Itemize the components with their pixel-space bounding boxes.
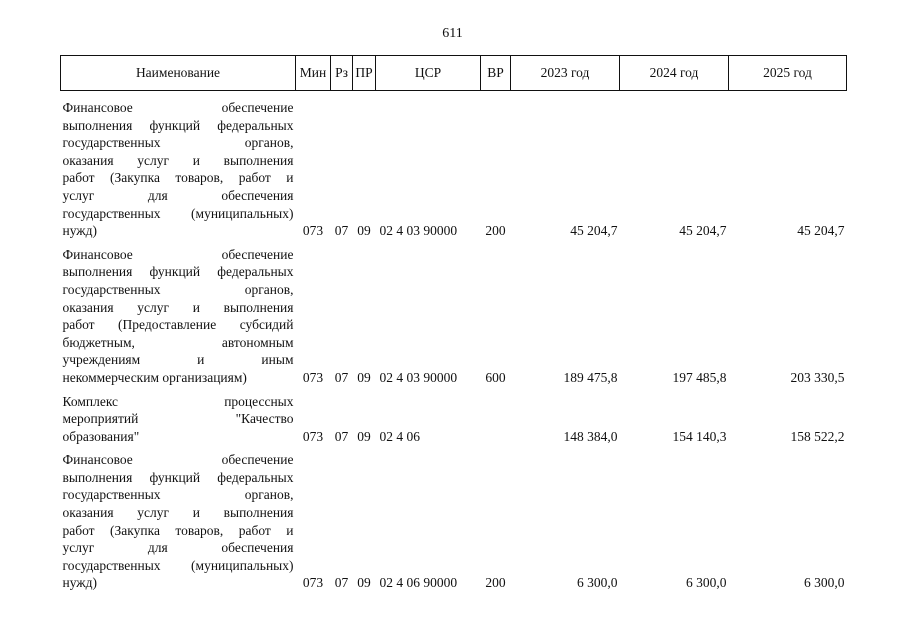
table-row [61,91,847,240]
row-min: 073 [302,369,324,385]
row-name-line: некоммерческим организациям) [62,369,247,385]
row-vr [481,393,511,446]
budget-table [60,55,847,592]
row-name-line: государственных (муниципальных) [62,205,294,221]
row-csr: 02 4 06 [379,428,420,444]
header-rz: Рз [331,56,353,91]
row-name [61,91,296,240]
row-pr: 09 [357,575,371,591]
header-name: Наименование [61,56,296,91]
row-name-line: нужд) [62,223,97,239]
row-name-line: работ (Закупка товаров, работ и [62,170,294,186]
row-name-line: бюджетным, автономным [62,334,294,350]
row-2024: 6 300,0 [686,575,727,591]
row-name-line: государственных органов, [62,487,294,503]
row-name-line: государственных органов, [62,281,294,297]
row-2023: 189 475,8 [563,369,618,385]
row-name-line: оказания услуг и выполнения [62,299,294,315]
row-name-line: Финансовое обеспечение [62,452,294,468]
row-name-line: нужд) [62,575,97,591]
row-rz: 07 [334,428,349,444]
row-name-line: образования" [62,428,140,444]
row-name-line: оказания услуг и выполнения [62,152,294,168]
row-name-line: работ (Предоставление субсидий [62,317,294,333]
row-name-line: выполнения функций федеральных [62,117,294,133]
page-number: 611 [442,26,463,41]
row-2024: 197 485,8 [672,369,727,385]
header-2023: 2023 год [511,56,620,91]
row-2025: 158 522,2 [790,428,845,444]
row-name-line: Финансовое обеспечение [62,246,294,262]
row-min: 073 [302,223,324,239]
row-vr: 200 [485,223,506,239]
row-name-line: государственных (муниципальных) [62,557,294,573]
row-2025: 6 300,0 [804,575,845,591]
row-name-line: Финансовое обеспечение [62,100,294,115]
row-name-line: Комплекс процессных [62,393,294,409]
row-name-line: услуг для обеспечения [62,187,294,203]
table-header [61,56,847,91]
row-rz: 07 [334,369,349,385]
row-name-line: мероприятий "Качество [62,411,294,427]
row-name [61,451,296,592]
row-2025: 45 204,7 [797,223,845,239]
header-2024: 2024 год [620,56,729,91]
row-csr: 02 4 03 90000 [379,223,458,239]
row-csr: 02 4 06 90000 [379,575,458,591]
row-name [61,246,296,387]
row-2025: 203 330,5 [790,369,845,385]
row-pr: 09 [357,428,371,444]
row-csr: 02 4 03 90000 [379,369,458,385]
header-csr: ЦСР [376,56,481,91]
row-name-line: учреждениям и иным [62,352,294,368]
row-rz: 07 [334,223,349,239]
row-name-line: выполнения функций федеральных [62,469,294,485]
row-name-line: услуг для обеспечения [62,540,294,556]
table-body [61,91,847,593]
row-rz: 07 [334,575,349,591]
header-2025: 2025 год [729,56,847,91]
table-row [61,393,847,446]
row-name-line: оказания услуг и выполнения [62,505,294,521]
row-name-line: государственных органов, [62,135,294,151]
row-name-line: работ (Закупка товаров, работ и [62,522,294,538]
row-2023: 6 300,0 [577,575,618,591]
row-2023: 148 384,0 [563,428,618,444]
row-min: 073 [302,428,324,444]
row-2023: 45 204,7 [570,223,618,239]
row-2024: 154 140,3 [672,428,727,444]
row-min: 073 [302,575,324,591]
table-row [61,451,847,592]
row-pr: 09 [357,369,371,385]
row-pr: 09 [357,223,371,239]
row-name [61,393,296,446]
header-pr: ПР [353,56,376,91]
header-vr: ВР [481,56,511,91]
header-min: Мин [296,56,331,91]
row-vr: 600 [485,369,506,385]
row-vr: 200 [485,575,506,591]
table-row [61,246,847,387]
row-2024: 45 204,7 [679,223,727,239]
row-name-line: выполнения функций федеральных [62,264,294,280]
